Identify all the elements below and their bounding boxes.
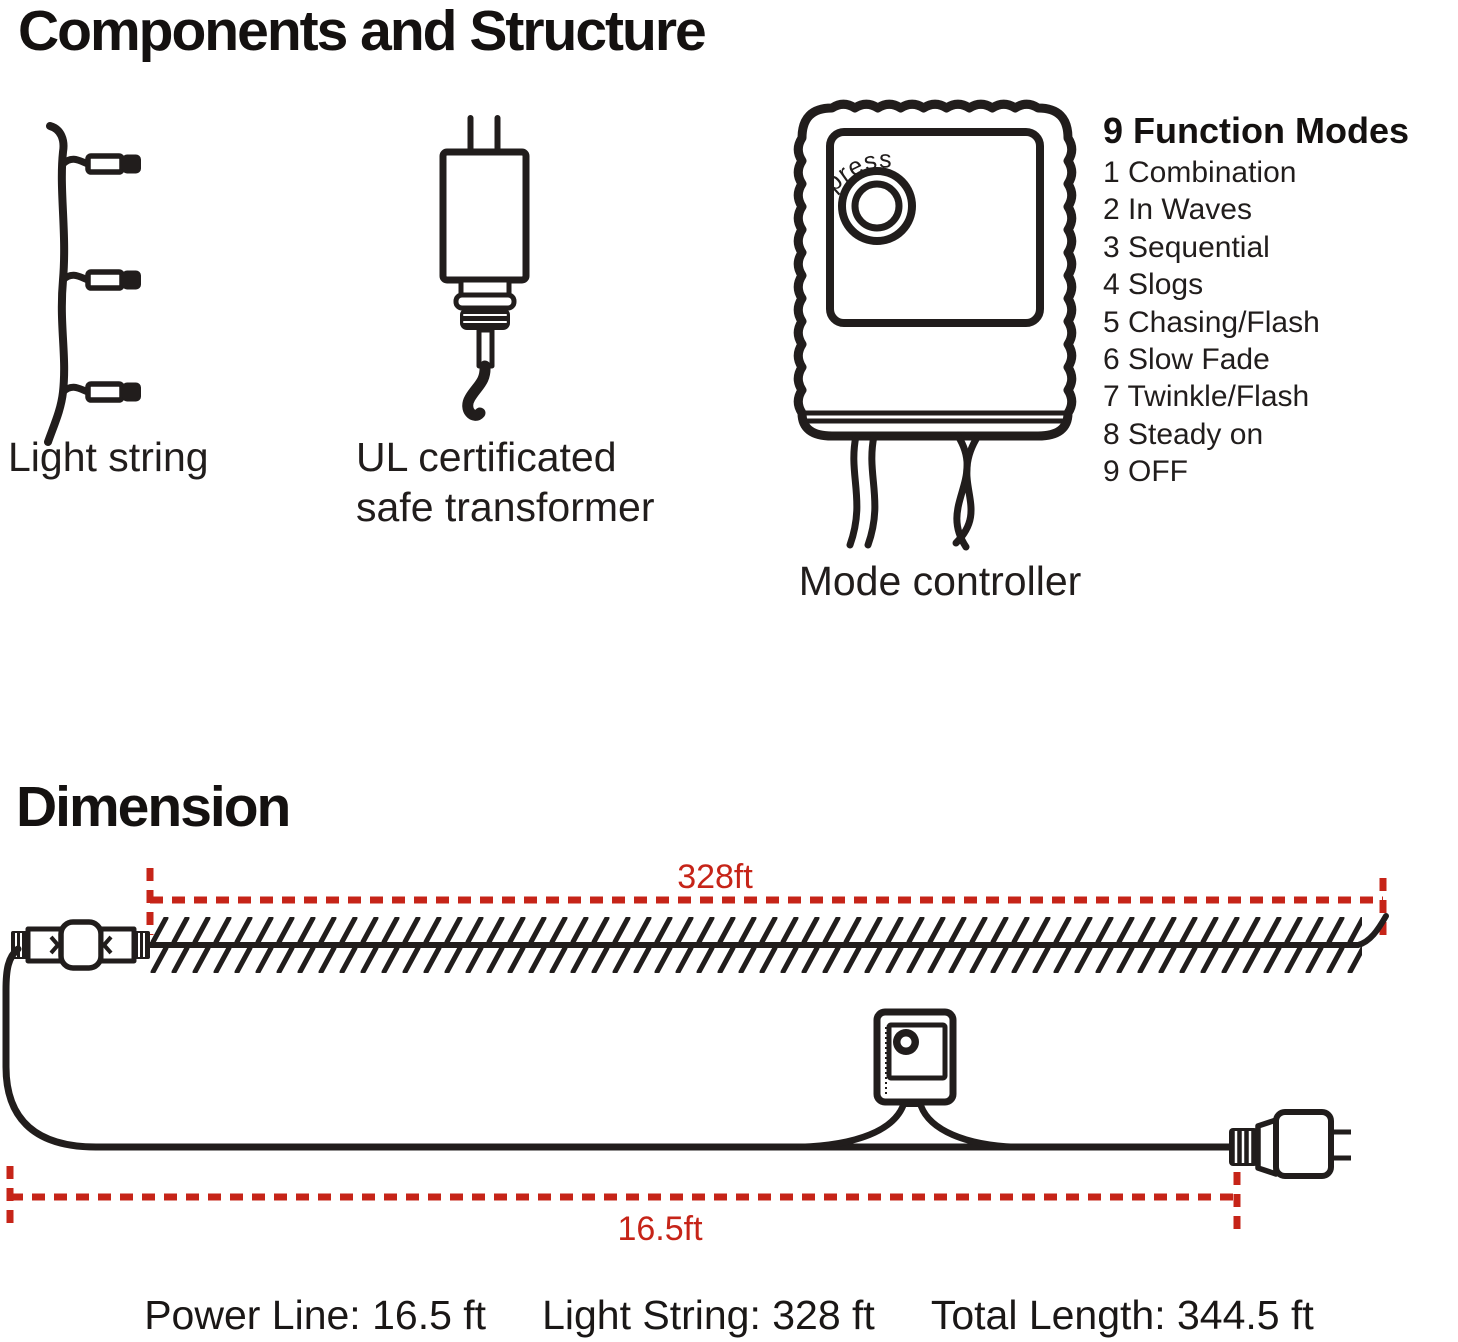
mode-item: 8 Steady on [1103,417,1264,451]
dimension-diagram [0,852,1458,1272]
dimension-summary [0,1292,1458,1339]
string-connector [11,922,150,968]
mode-item: 5 Chasing/Flash [1103,305,1320,339]
light-string-icon [30,120,200,470]
mode-controller-label: Mode controller [798,558,1082,604]
transformer-label-line2: safe transformer [356,484,655,530]
summary-power-line: Power Line: 16.5 ft [144,1292,487,1338]
power-line-wire [6,949,1229,1147]
light-string-label: Light string [8,434,209,480]
light-string-run [150,916,1386,973]
string-length-label: 328ft [677,858,753,896]
function-modes-heading: 9 Function Modes [1103,110,1409,151]
dimension-title: Dimension [16,775,290,839]
mode-item: 7 Twinkle/Flash [1103,380,1310,414]
inline-controller [800,1012,1015,1147]
press-label: press [819,145,893,198]
mode-controller-icon [790,95,1090,555]
mode-item: 4 Slogs [1103,268,1204,302]
components-title: Components and Structure [18,0,705,63]
transformer-icon [430,112,670,442]
mode-item: 2 In Waves [1103,193,1252,227]
function-modes-list [1103,154,1320,491]
mode-item: 3 Sequential [1103,230,1270,264]
transformer-label-line1: UL certificated [356,434,617,480]
summary-total-length: Total Length: 344.5 ft [930,1292,1314,1338]
wall-plug [1229,1112,1351,1176]
mode-item: 6 Slow Fade [1103,343,1270,377]
summary-light-string: Light String: 328 ft [542,1292,875,1338]
mode-item: 1 Combination [1103,156,1297,189]
power-length-label: 16.5ft [617,1210,703,1248]
mode-item: 9 OFF [1103,455,1189,489]
